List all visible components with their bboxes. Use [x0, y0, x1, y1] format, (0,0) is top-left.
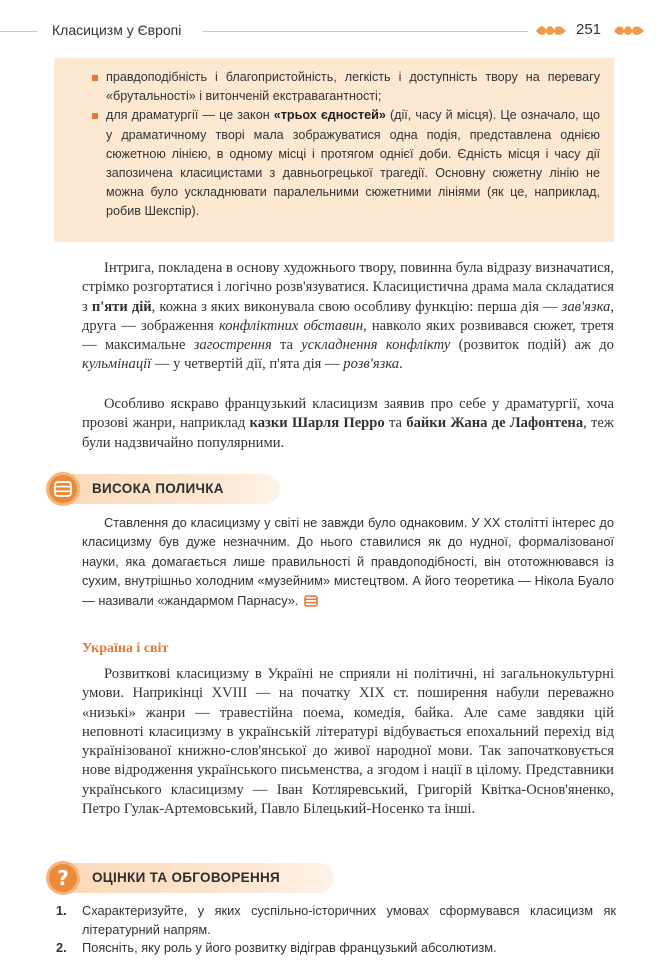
page-number: 251	[576, 21, 602, 38]
list-item	[106, 106, 600, 221]
paragraph-french-classicism	[82, 395, 614, 453]
questions-list	[56, 902, 616, 958]
lafontaine-fables: байки Жана де Лафонтена	[406, 415, 584, 432]
term-conflict-circumstances: конфліктних обставин	[218, 317, 364, 334]
section-title: ОЦІНКИ ТА ОБГОВОРЕННЯ	[92, 870, 281, 885]
text-run: (розвиток подій) аж до	[450, 337, 614, 354]
term-aggravation: загострення	[193, 337, 272, 354]
header-rule-mid	[202, 31, 528, 32]
text-run: , друга — зображення	[82, 298, 614, 334]
features-list	[54, 58, 614, 222]
question-text: Схарактеризуйте, у яких суспільно-історичних умовах сформувався класицизм як літературний напрям.	[82, 903, 616, 937]
section-title: ВИСОКА ПОЛИЧКА	[92, 481, 224, 496]
list-item	[106, 68, 600, 106]
list-item-text-before: для драматургії — це закон	[106, 108, 274, 123]
text-run: , кожна з яких виконувала свою особливу функцію: перша дія —	[151, 298, 562, 315]
question-number: 1.	[56, 903, 67, 918]
bookshelf-icon	[46, 472, 80, 506]
text-run: Розвиткові класицизму в Україні не сприяли ні політичні, ні загальнокультурні умови. Наприкінці XVIII — на початку XIX ст. поширення набули переважно «низькі» жанри — травестійна поема, комедія, байка. Але саме завдяки цій неповноті класицизму в українській літературі відбувається епохальний перехід від українізованої книжно-слов'янської до живої народної мови. Так започатковується нове відродження українського письменства, а згодом і нації в цілому. Представники українського класицизму — Іван Котляревський, Григорій Квітка-Основ'яненко, Петро Гулак-Артемовський, Павло Білецький-Носенко та інші.	[82, 666, 614, 818]
ornament-right-icon	[612, 24, 646, 38]
text-run: , теж були надзвичайно популярними.	[82, 415, 614, 451]
list-item-text: правдоподібність і благопристойність, легкість і доступність твору на перевагу «брутальності» і витонченій екстравагантності;	[106, 70, 600, 104]
high-shelf-text	[82, 513, 614, 610]
term-climax: кульмінації	[82, 356, 152, 373]
question-item	[56, 939, 616, 958]
bullet-icon	[92, 113, 98, 119]
text-run: , навколо яких розвивався сюжет, третя — максимальне	[82, 317, 614, 354]
text-run: та	[271, 337, 302, 354]
five-acts-term: п'яти дій	[91, 298, 152, 315]
text-run: .	[399, 356, 403, 373]
bookshelf-end-icon	[304, 595, 318, 607]
paragraph-ukrainian-classicism	[82, 665, 614, 819]
text-run: та	[384, 415, 407, 432]
term-exposition: зав'язка	[561, 298, 611, 315]
features-box	[54, 58, 614, 242]
list-item-text-after: (дії, часу й місця). Це означало, що у драматичному творі мала зображуватися одна подія, представлена однією сюжетною лінією, в одному місці і протягом однієї доби. Єдність місця і часу дії запозичена класицистами з давньогрецької трагедії. Основну сюжетну лінію не можна було ускладнювати паралельними сюжетними лініями (як це, наприклад, робив Шекспір).	[106, 108, 600, 219]
question-mark-icon: ?	[57, 866, 69, 890]
ornament-left-icon	[534, 24, 568, 38]
question-icon	[46, 861, 80, 895]
bullet-icon	[92, 75, 98, 81]
page-header	[0, 20, 660, 42]
question-item	[56, 902, 616, 939]
term-denouement: розв'язка	[343, 356, 400, 373]
running-title: Класицизм у Європі	[52, 22, 182, 38]
books-icon	[54, 481, 72, 497]
question-text: Поясніть, яку роль у його розвитку відіграв французький абсолютизм.	[82, 940, 497, 956]
term-conflict-complication: ускладнення конфлікту	[301, 337, 451, 354]
text-run: Особливо яскраво французький класицизм заявив про себе у драматургії, хоча прозові жанри, наприклад	[82, 396, 614, 432]
three-unities-term: «трьох єдностей»	[273, 108, 386, 123]
text-run: Інтрига, покладена в основу художнього твору, повинна була відразу визначатися, стрімко розгортатися і логічно розв'язуватися. Класицистична драма мала складатися з	[82, 260, 614, 315]
paragraph-intrigue	[82, 259, 614, 375]
perrault-tales: казки Шарля Перро	[249, 415, 385, 432]
subheading-ukraine-and-world: Україна і світ	[82, 641, 169, 656]
text-run: Ставлення до класицизму у світі не завжди було однаковим. У XX столітті інтерес до класицизму був дуже незначним. До нього ставилися як до нудної, формалізованої науки, яка домагається лише правильності й правдоподібності, він ототожнювався із сухим, внутрішньо холодним «музейним» мистецтвом. А його теоретика — Нікола Буало — називали «жандармом Парнасу».	[82, 515, 614, 608]
header-rule-left	[0, 31, 38, 32]
text-run: — у четвертій дії, п'ята дія —	[151, 356, 344, 373]
question-number: 2.	[56, 940, 67, 956]
